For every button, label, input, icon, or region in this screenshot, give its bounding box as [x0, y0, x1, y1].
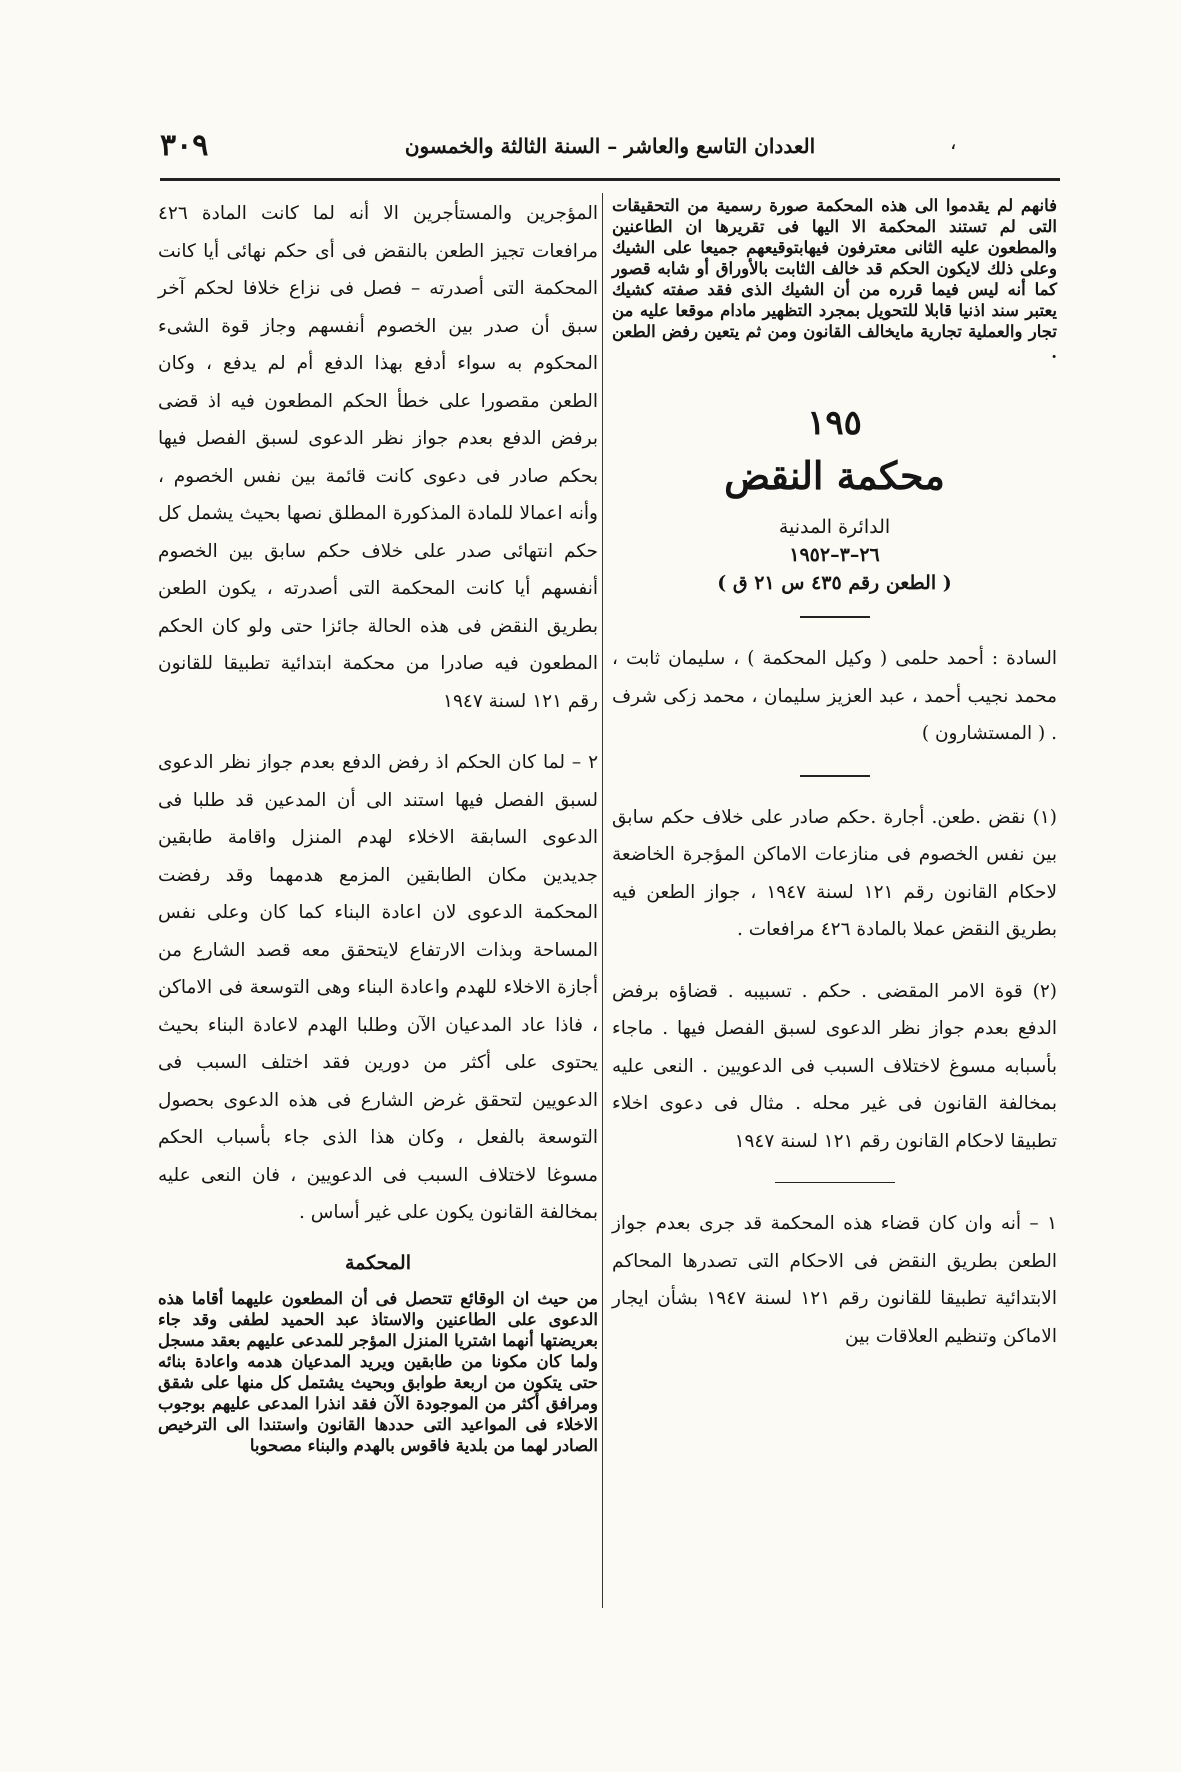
- case-number: ١٩٥: [807, 403, 862, 443]
- divider: [800, 775, 870, 777]
- principle-1-start: ١ – أنه وان كان قضاء هذه المحكمة قد جرى بعدم جواز الطعن بطريق النقض فى الاحكام التى تصدرها المحاكم الابتدائية تطبيقا للقانون رقم ١٢١ لسنة ١٩٤٧ بشأن ايجار الاماكن وتنظيم العلاقات بين: [612, 1213, 1057, 1347]
- header-mark: ،: [950, 130, 957, 154]
- page-number: ٣٠٩: [160, 128, 209, 163]
- principle-2: ٢ – لما كان الحكم اذ رفض الدفع بعدم جواز نظر الدعوى لسبق الفصل فيها استند الى أن المدعين قد طلبا فى الدعوى السابقة الاخلاء لهدم المنزل واقامة طابقين جديدين مكان الطابقين المزمع هدمهما وقد رفضت المحكمة الدعوى لان اعادة البناء كما كان وعلى نفس المساحة وبذات الارتفاع لايتحقق معه قصد الشارع من أجازة الاخلاء للهدم واعادة البناء وهى التوسعة فى الاماكن ، فاذا عاد المدعيان الآن وطلبا الهدم لاعادة البناء بحيث يحتوى على أكثر من دورين فقد اختلف السبب فى الدعويين لتحقق غرض الشارع فى هذه الدعوى بحصول التوسعة بالفعل ، وكان هذا الذى جاء بأسباب الحكم مسوغا لاختلاف السبب فى الدعويين ، فان النعى عليه بمخالفة القانون يكون على غير أساس .: [158, 752, 598, 1223]
- divider: [775, 1182, 895, 1183]
- judges-list: السادة : أحمد حلمى ( وكيل المحكمة ) ، سليمان ثابت ، محمد نجيب أحمد ، عبد العزيز سليمان ، محمد زكى شرف . ( المستشارون ): [612, 648, 1057, 744]
- divider: [800, 616, 870, 618]
- judgment-date: ٢٦–٣–١٩٥٢: [789, 544, 880, 566]
- appeal-reference: ( الطعن رقم ٤٣٥ س ٢١ ق ): [717, 572, 952, 594]
- page-header: [160, 128, 1060, 168]
- spacer: [612, 949, 1057, 973]
- previous-case-tail: فانهم لم يقدموا الى هذه المحكمة صورة رسمية من التحقيقات التى لم تستند المحكمة الا اليها فى تقريرها ان الطاعنين والمطعون عليه الثانى معترفون فيهابتوقيعهم جميعا على الشيك وعلى ذلك لايكون الحكم قد خالف الثابت بالأوراق أو شابه قصور كما أنه ليس فيما قرره من أن الشيك الذى فقد صفته كشيك يعتبر سند اذنيا قابلا للتحويل بمجرد التظهير مادام موقعا عليه من تجار والعملية تجارية مايخالف القانون ومن ثم يتعين رفض الطعن .: [612, 196, 1057, 362]
- left-column: [158, 195, 598, 1456]
- spacer: [158, 720, 598, 744]
- summary-item-2: (٢) قوة الامر المقضى . حكم . تسبيبه . قضاؤه برفض الدفع بعدم جواز نظر الدعوى لسبق الفصل فيها . ماجاء بأسبابه مسوغ لاختلاف السبب فى الدعويين . النعى عليه بمخالفة القانون فى غير محله . مثال فى دعوى اخلاء تطبيقا لاحكام القانون رقم ١٢١ لسنة ١٩٤٧: [612, 980, 1057, 1152]
- court-section-heading: المحكمة: [345, 1251, 411, 1274]
- header-rule: [160, 178, 1060, 181]
- column-divider: [602, 193, 603, 1608]
- running-head: العددان التاسع والعاشر – السنة الثالثة والخمسون: [404, 134, 816, 158]
- court-text: من حيث ان الوقائع تتحصل فى أن المطعون عليهما أقاما هذه الدعوى على الطاعنين والاستاذ عبد الحميد لطفى وقد جاء بعريضتها أنهما اشتريا المنزل المؤجر للمدعى عليهم بعقد مسجل ولما كان مكونا من طابقين ويريد المدعيان هدمه واعادة بنائه حتى يتكون من اربعة طوابق وبحيث يشتمل كل منها على شقق ومرافق أكثر من الموجودة الآن فقد انذرا المدعى عليهم بوجوب الاخلاء فى المواعيد التى حددها القانون واستندا الى الترخيص الصادر لهما من بلدية فاقوس بالهدم والبناء مصحوبا: [158, 1288, 598, 1455]
- summary-item-1: (١) نقض .طعن. أجارة .حكم صادر على خلاف حكم سابق بين نفس الخصوم فى منازعات الاماكن المؤجرة الخاضعة لاحكام القانون رقم ١٢١ لسنة ١٩٤٧ ، جواز الطعن فيه بطريق النقض عملا بالمادة ٤٢٦ مرافعات .: [612, 806, 1057, 940]
- right-column: [612, 195, 1057, 1355]
- circuit-name: الدائرة المدنية: [778, 516, 891, 538]
- court-title: محكمة النقض: [724, 453, 945, 498]
- principle-1-continued: المؤجرين والمستأجرين الا أنه لما كانت المادة ٤٢٦ مرافعات تجيز الطعن بالنقض فى أى حكم نهائى أيا كانت المحكمة التى أصدرته – فصل فى نزاع خلافا لحكم آخر سبق أن صدر بين الخصوم أنفسهم وجاز قوة الشىء المحكوم به سواء أدفع بهذا الدفع أم لم يدفع ، وكان الطعن مقصورا على خطأ الحكم المطعون فيه اذ قضى برفض الدفع بعدم جواز نظر الدعوى لسبق الفصل فيها بحكم صادر فى دعوى كانت قائمة بين نفس الخصوم ، وأنه اعمالا للمادة المذكورة المطلق نصها بحيث يشمل كل حكم انتهائى صدر على خلاف حكم سابق بين الخصوم أنفسهم أيا كانت المحكمة التى أصدرته ، يكون الطعن بطريق النقض فى هذه الحالة جائزا حتى ولو كان الحكم المطعون فيه صادرا من محكمة ابتدائية تطبيقا للقانون رقم ١٢١ لسنة ١٩٤٧: [158, 203, 598, 712]
